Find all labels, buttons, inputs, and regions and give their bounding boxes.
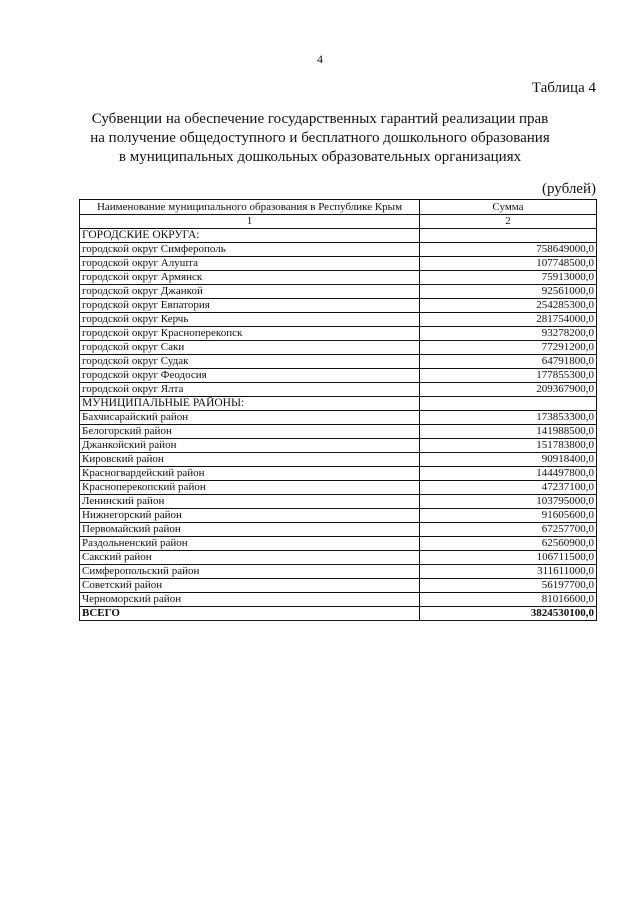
municipality-name-cell: Ленинский район xyxy=(80,495,420,509)
municipality-name-cell: Симферопольский район xyxy=(80,565,420,579)
table-row xyxy=(80,341,597,355)
total-amount-cell: 3824530100,0 xyxy=(420,607,597,621)
amount-cell: 141988500,0 xyxy=(420,425,597,439)
group-heading-row xyxy=(80,397,597,411)
empty-sum-cell xyxy=(420,229,597,243)
title-line: Субвенции на обеспечение государственных гарантий реализации прав xyxy=(91,111,549,127)
table-row xyxy=(80,425,597,439)
municipality-name-cell: Кировский район xyxy=(80,453,420,467)
units-label: (рублей) xyxy=(541,181,596,197)
amount-cell: 107748500,0 xyxy=(420,257,597,271)
table-row xyxy=(80,243,597,257)
table-row xyxy=(80,467,597,481)
amount-cell: 103795000,0 xyxy=(420,495,597,509)
amount-cell: 56197700,0 xyxy=(420,579,597,593)
amount-cell: 47237100,0 xyxy=(420,481,597,495)
municipality-name-cell: Бахчисарайский район xyxy=(80,411,420,425)
table-row xyxy=(80,411,597,425)
amount-cell: 758649000,0 xyxy=(420,243,597,257)
amount-cell: 92561000,0 xyxy=(420,285,597,299)
amount-cell: 311611000,0 xyxy=(420,565,597,579)
table-row xyxy=(80,439,597,453)
table-row xyxy=(80,481,597,495)
amount-cell: 173853300,0 xyxy=(420,411,597,425)
table-row xyxy=(80,327,597,341)
table-row xyxy=(80,369,597,383)
amount-cell: 281754000,0 xyxy=(420,313,597,327)
amount-cell: 67257700,0 xyxy=(420,523,597,537)
table-row xyxy=(80,257,597,271)
total-label-cell: ВСЕГО xyxy=(80,607,420,621)
empty-sum-cell xyxy=(420,397,597,411)
column-number-cell: 1 xyxy=(80,215,420,229)
municipality-name-cell: городской округ Алушта xyxy=(80,257,420,271)
table-header-row xyxy=(80,200,597,215)
amount-cell: 91605600,0 xyxy=(420,509,597,523)
amount-cell: 151783800,0 xyxy=(420,439,597,453)
table-row xyxy=(80,299,597,313)
municipality-name-cell: городской округ Саки xyxy=(80,341,420,355)
municipality-name-cell: городской округ Судак xyxy=(80,355,420,369)
group-heading-cell: ГОРОДСКИЕ ОКРУГА: xyxy=(80,229,420,243)
column-number-row xyxy=(80,215,597,229)
municipality-name-cell: Белогорский район xyxy=(80,425,420,439)
table-row xyxy=(80,313,597,327)
municipality-name-cell: Джанкойский район xyxy=(80,439,420,453)
municipality-name-cell: городской округ Евпатория xyxy=(80,299,420,313)
table-row xyxy=(80,271,597,285)
amount-cell: 75913000,0 xyxy=(420,271,597,285)
municipality-name-cell: городской округ Керчь xyxy=(80,313,420,327)
municipality-name-cell: Черноморский район xyxy=(80,593,420,607)
municipality-name-cell: Красноперекопский район xyxy=(80,481,420,495)
table-row xyxy=(80,285,597,299)
page-number: 4 xyxy=(317,52,323,66)
amount-cell: 77291200,0 xyxy=(420,341,597,355)
group-heading-cell: МУНИЦИПАЛЬНЫЕ РАЙОНЫ: xyxy=(80,397,420,411)
table-row xyxy=(80,383,597,397)
municipality-name-cell: городской округ Армянск xyxy=(80,271,420,285)
municipality-name-cell: Первомайский район xyxy=(80,523,420,537)
amount-cell: 90918400,0 xyxy=(420,453,597,467)
table-label: Таблица 4 xyxy=(531,80,596,96)
municipality-name-cell: Раздольненский район xyxy=(80,537,420,551)
municipality-name-cell: городской округ Феодосия xyxy=(80,369,420,383)
document-title xyxy=(60,110,580,167)
municipality-name-cell: городской округ Симферополь xyxy=(80,243,420,257)
amount-cell: 144497800,0 xyxy=(420,467,597,481)
subsidy-table xyxy=(79,199,597,621)
column-number-cell: 2 xyxy=(420,215,597,229)
amount-cell: 64791800,0 xyxy=(420,355,597,369)
total-row xyxy=(80,607,597,621)
title-line: в муниципальных дошкольных образовательных организациях xyxy=(118,149,522,165)
municipality-name-cell: Красногвардейский район xyxy=(80,467,420,481)
amount-cell: 106711500,0 xyxy=(420,551,597,565)
amount-cell: 62560900,0 xyxy=(420,537,597,551)
table-row xyxy=(80,537,597,551)
header-sum-cell: Сумма xyxy=(420,200,597,215)
amount-cell: 209367900,0 xyxy=(420,383,597,397)
municipality-name-cell: городской округ Джанкой xyxy=(80,285,420,299)
table-row xyxy=(80,593,597,607)
table-row xyxy=(80,579,597,593)
header-name-cell: Наименование муниципального образования в Республике Крым xyxy=(80,200,420,215)
amount-cell: 93278200,0 xyxy=(420,327,597,341)
table-row xyxy=(80,495,597,509)
table-row xyxy=(80,453,597,467)
amount-cell: 177855300,0 xyxy=(420,369,597,383)
municipality-name-cell: Сакский район xyxy=(80,551,420,565)
amount-cell: 81016600,0 xyxy=(420,593,597,607)
table-row xyxy=(80,551,597,565)
table-row xyxy=(80,509,597,523)
title-line: на получение общедоступного и бесплатного дошкольного образования xyxy=(90,130,550,146)
group-heading-row xyxy=(80,229,597,243)
municipality-name-cell: Нижнегорский район xyxy=(80,509,420,523)
municipality-name-cell: городской округ Красноперекопск xyxy=(80,327,420,341)
municipality-name-cell: Советский район xyxy=(80,579,420,593)
table-row xyxy=(80,523,597,537)
municipality-name-cell: городской округ Ялта xyxy=(80,383,420,397)
table-row xyxy=(80,355,597,369)
amount-cell: 254285300,0 xyxy=(420,299,597,313)
table-row xyxy=(80,565,597,579)
